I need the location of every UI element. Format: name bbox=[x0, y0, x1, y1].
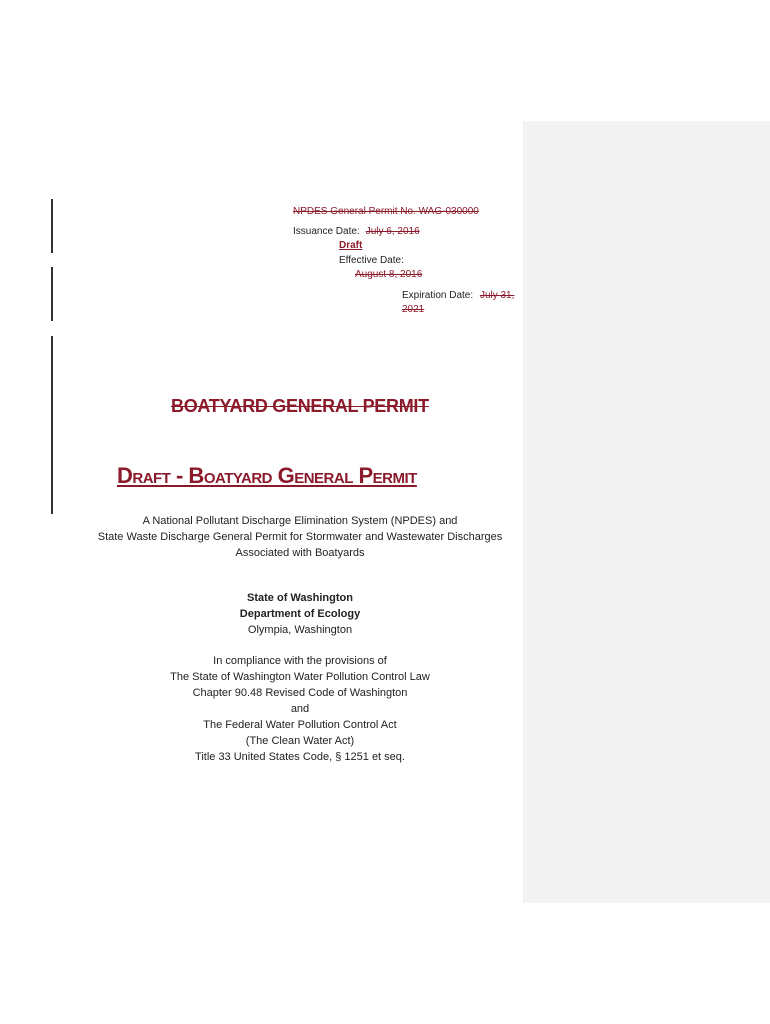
effective-label: Effective Date: bbox=[339, 255, 404, 266]
compliance-line: Title 33 United States Code, § 1251 et seq. bbox=[195, 751, 405, 763]
expiration-label: Expiration Date: bbox=[402, 290, 474, 301]
agency-block bbox=[60, 590, 540, 638]
compliance-line: and bbox=[290, 703, 310, 715]
comment-pane bbox=[523, 121, 770, 903]
intro-block bbox=[60, 513, 540, 561]
intro-line: A National Pollutant Discharge Elimination System (NPDES) and bbox=[142, 515, 458, 527]
department-name: Department of Ecology bbox=[239, 608, 361, 620]
new-title: Draft - Boatyard General Permit bbox=[117, 463, 417, 488]
change-bar bbox=[51, 336, 53, 514]
change-bar bbox=[51, 267, 53, 321]
city-name: Olympia, Washington bbox=[247, 624, 353, 636]
draft-row bbox=[293, 240, 362, 251]
compliance-line: The State of Washington Water Pollution Control Law bbox=[170, 671, 430, 683]
issuance-label: Issuance Date: bbox=[293, 226, 360, 237]
expiration-old-year: 2021 bbox=[402, 304, 425, 315]
effective-old-date: August 8, 2016 bbox=[355, 269, 423, 280]
issuance-date-row bbox=[293, 226, 420, 237]
old-title: BOATYARD GENERAL PERMIT bbox=[171, 396, 429, 416]
change-bar bbox=[51, 199, 53, 253]
compliance-block bbox=[60, 653, 540, 765]
intro-line: Associated with Boatyards bbox=[235, 547, 365, 559]
compliance-line: The Federal Water Pollution Control Act bbox=[203, 719, 397, 731]
draft-label: Draft bbox=[339, 240, 363, 251]
compliance-line: (The Clean Water Act) bbox=[245, 735, 355, 747]
expiration-row bbox=[402, 290, 514, 301]
issuance-old-date: July 6, 2016 bbox=[365, 226, 420, 237]
intro-line: State Waste Discharge General Permit for Stormwater and Wastewater Discharges bbox=[97, 531, 503, 543]
compliance-line: In compliance with the provisions of bbox=[213, 655, 387, 667]
state-name: State of Washington bbox=[247, 592, 353, 604]
expiration-old-date: July 31, bbox=[479, 290, 515, 301]
compliance-line: Chapter 90.48 Revised Code of Washington bbox=[192, 687, 408, 699]
permit-number: NPDES General Permit No. WAG-030000 bbox=[293, 206, 479, 217]
